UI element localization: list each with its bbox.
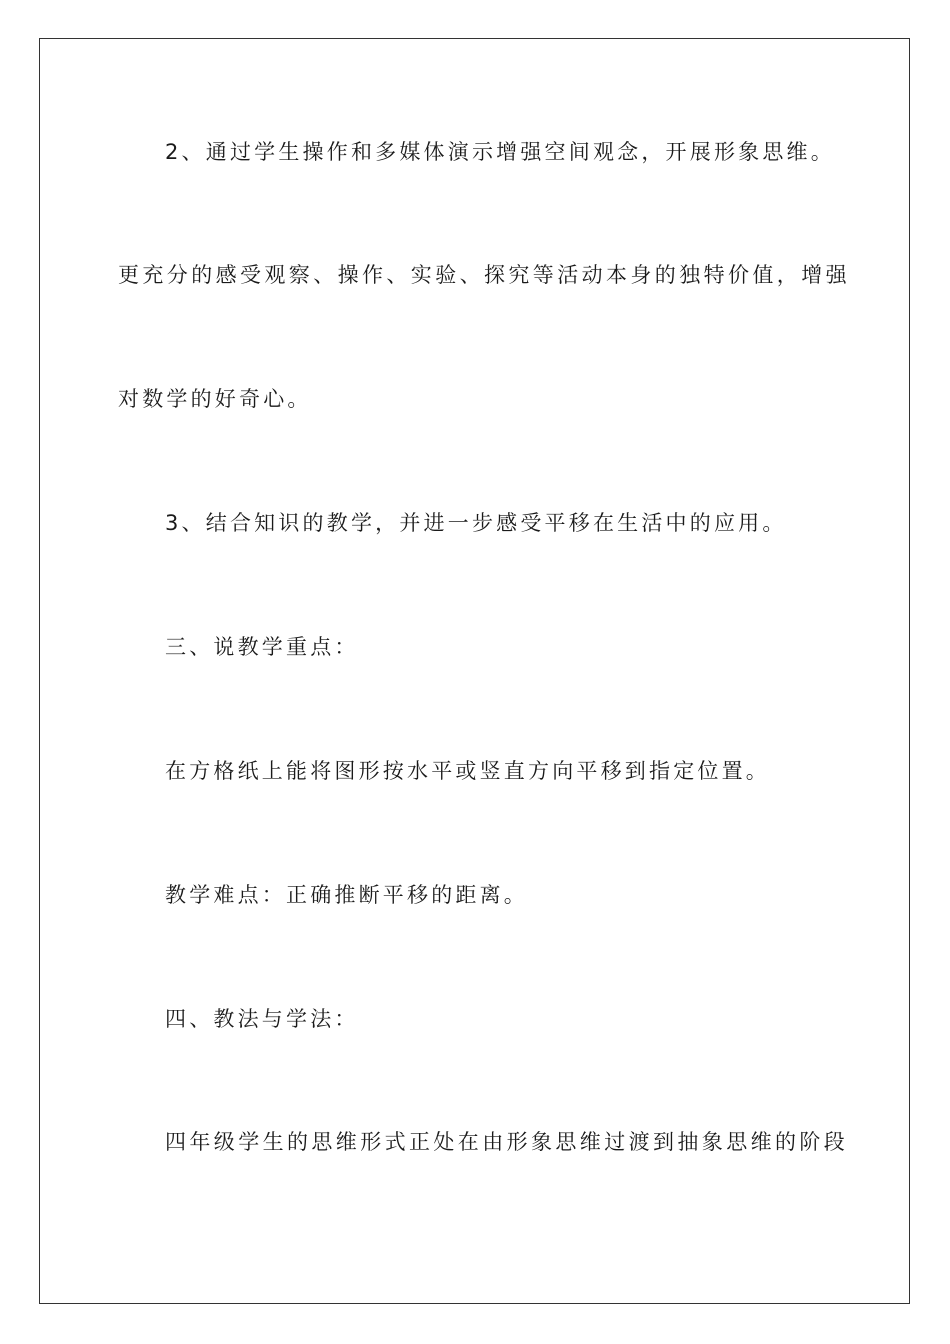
- paragraph-line: 3、结合知识的教学，并进一步感受平移在生活中的应用。: [165, 511, 787, 535]
- paragraph-line: 2、通过学生操作和多媒体演示增强空间观念，开展形象思维。: [165, 140, 835, 164]
- section-heading: 三、说教学重点：: [165, 635, 359, 659]
- paragraph-line: 四年级学生的思维形式正处在由形象思维过渡到抽象思维的阶段: [165, 1130, 849, 1154]
- paragraph-line: 教学难点：正确推断平移的距离。: [165, 883, 528, 907]
- page-frame: [39, 38, 910, 1304]
- paragraph-line: 对数学的好奇心。: [118, 387, 312, 411]
- section-heading: 四、教法与学法：: [165, 1007, 359, 1031]
- paragraph-line: 更充分的感受观察、操作、实验、探究等活动本身的独特价值，增强: [118, 263, 850, 287]
- paragraph-line: 在方格纸上能将图形按水平或竖直方向平移到指定位置。: [165, 759, 770, 783]
